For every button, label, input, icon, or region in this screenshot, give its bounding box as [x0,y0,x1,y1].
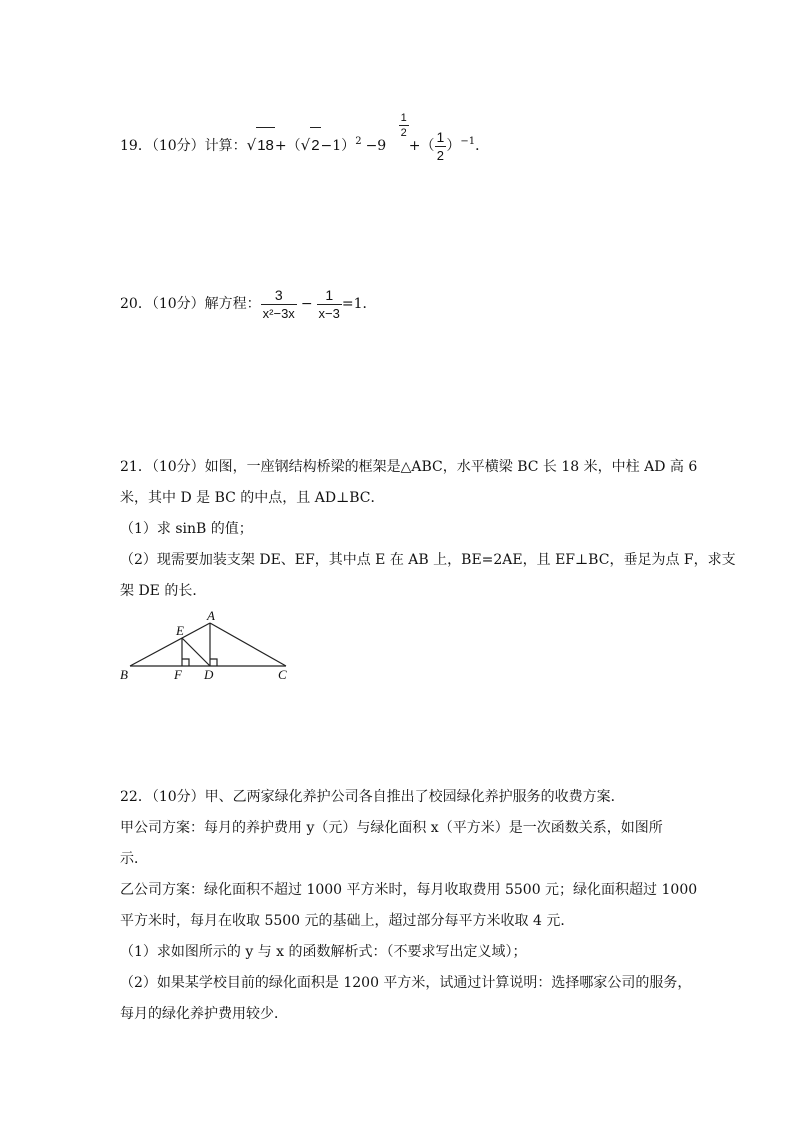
q19-minus-nine: −9 [365,138,387,154]
q19-exponent-2: 2 [355,136,362,147]
label-d: D [204,667,214,682]
q22-subquestion-2-line-1: （2）如果某学校目前的绿化面积是 1200 平方米，试通过计算说明：选择哪家公司的服务， [120,975,692,991]
right-angle-mark-f [182,659,189,666]
q21-subquestion-1: （1）求 sinB 的值； [120,521,253,537]
sqrt-2-radicand: 2 [310,127,320,164]
q22-line-5: 平方米时，每月在收取 5500 元的基础上，超过部分每平方米收取 4 元． [120,913,575,929]
q19-half-fraction [435,129,447,164]
label-b: B [120,667,128,682]
q19-number: 19． [120,138,152,154]
segment-ab [130,623,210,666]
label-c: C [278,667,287,682]
q20-fraction-2-denominator: x−3 [318,305,340,321]
q19-plus-open: +（ [274,138,301,154]
q19-exponent-half [399,112,409,139]
q19-prompt: 计算： [204,138,247,154]
q21-line-2: 米，其中 D 是 BC 的中点，且 AD⊥BC． [120,490,385,506]
q19-minus-one: −1） [320,138,356,154]
q22-line-4: 乙公司方案：绿化面积不超过 1000 平方米时，每月收取费用 5500 元；绿化面积超过 1000 [120,882,698,898]
segment-de [182,638,210,666]
q20-fraction-1-numerator: 3 [274,286,283,303]
label-a: A [207,608,215,623]
q20-fraction-2 [317,287,342,322]
q20-prompt: 解方程： [204,296,261,312]
q20-number: 20． [120,296,152,312]
q22-subquestion-2-line-2: 每月的绿化养护费用较少． [120,1006,288,1022]
q22-line-3: 示． [120,851,148,867]
q20-score: （10分） [151,296,205,312]
q20-fraction-1 [261,287,297,322]
q21-line-1: 21．（10分）如图，一座钢结构桥梁的框架是△ABC，水平横梁 BC 长 18 米，中柱 AD 高 6 [120,459,698,475]
segment-ac [210,623,286,666]
q22-line-2: 甲公司方案：每月的养护费用 y（元）与绿化面积 x（平方米）是一次函数关系，如图所 [120,820,663,836]
q19-exponent-half-numerator: 1 [400,112,407,124]
q20-minus: − [300,296,313,312]
label-f: F [174,667,182,682]
q22-subquestion-1: （1）求如图所示的 y 与 x 的函数解析式：（不要求写出定义域）； [120,944,527,960]
q19-half-numerator: 1 [436,128,445,145]
q20-fraction-1-denominator: x²−3x [262,305,295,321]
q22-line-1: 22．（10分）甲、乙两家绿化养护公司各自推出了校园绿化养护服务的收费方案． [120,789,625,805]
sqrt-18: √18 [247,127,275,164]
q19-close: ） [446,138,461,154]
label-e: E [176,623,184,638]
sqrt-18-radicand: 18 [256,127,275,164]
q19-exponent-half-denominator: 2 [400,127,407,139]
question-19 [120,112,490,163]
triangle-figure [114,608,300,684]
q19-plus-open-2: +（ [408,138,435,154]
q20-fraction-2-numerator: 1 [325,286,334,303]
question-20 [120,284,377,324]
sqrt-2: √2 [301,127,321,164]
q19-score: （10分） [151,138,205,154]
q19-half-denominator: 2 [436,147,445,163]
right-angle-mark-d [210,659,217,666]
q19-exponent-neg1: −1 [460,136,476,147]
q19-end: ． [475,138,490,154]
q21-subquestion-2-line-1: （2）现需要加装支架 DE、EF，其中点 E 在 AB 上，BE=2AE，且 EF⊥BC，垂足为点 F，求支 [120,552,736,568]
q21-subquestion-2-line-2: 架 DE 的长． [120,583,207,599]
q20-rhs: =1． [341,296,377,312]
